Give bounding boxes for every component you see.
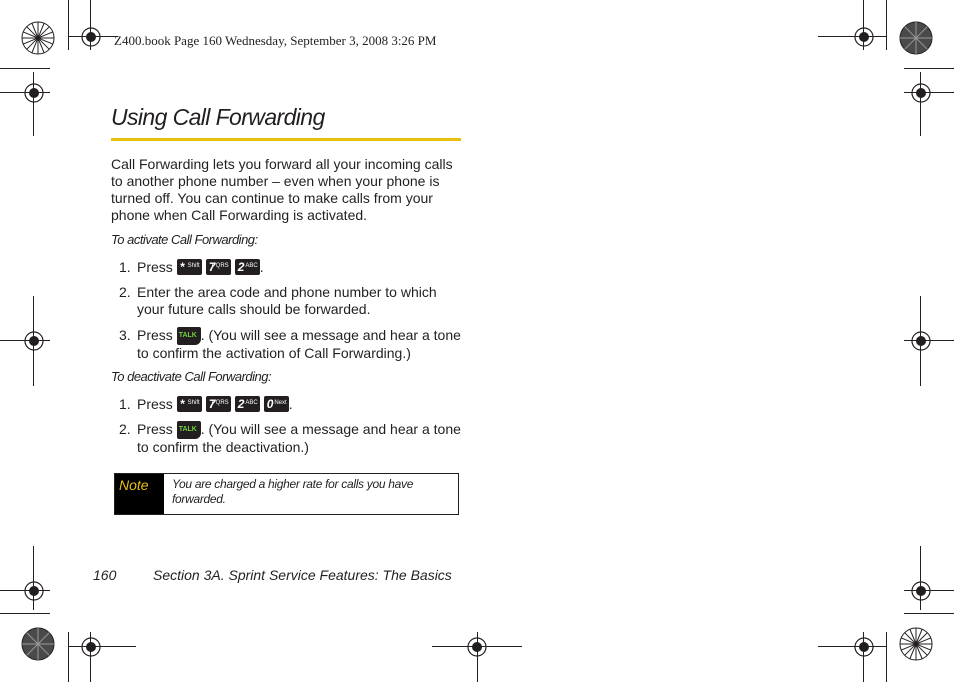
registration-mark-icon — [20, 327, 48, 355]
page-number: 160 — [93, 567, 117, 583]
step-number: 3. — [119, 327, 131, 343]
key-main: TALK — [178, 332, 197, 339]
key-main: 2 — [237, 397, 245, 411]
two-key-icon — [235, 396, 260, 412]
star-shift-key-icon — [177, 259, 202, 275]
step-post: . (You will see a message and hear a tone to confirm the activation of Call Forwarding.) — [137, 327, 461, 361]
crop-mark — [886, 0, 887, 50]
crop-mark — [68, 0, 69, 50]
step-text — [137, 327, 467, 362]
key-main: 2 — [237, 260, 245, 274]
key-main: * — [179, 260, 185, 274]
key-sub: ABC — [245, 400, 258, 406]
seven-key-icon — [206, 396, 231, 412]
step-pre: Press — [137, 259, 173, 275]
note-box — [114, 473, 459, 515]
crop-mark — [0, 613, 50, 614]
key-sub: ABC — [245, 263, 258, 269]
title-underline — [111, 138, 461, 141]
registration-mark-icon — [907, 577, 935, 605]
step-post: . — [288, 396, 293, 412]
registration-mark-icon — [77, 633, 105, 661]
page-title: Using Call Forwarding — [111, 104, 325, 130]
step-text: Enter the area code and phone number to which your future calls should be forwarded. — [137, 284, 437, 317]
talk-key-icon — [177, 327, 201, 345]
seven-key-icon — [206, 259, 231, 275]
star-target-icon — [21, 21, 55, 55]
key-sub: Shift — [187, 263, 200, 269]
registration-mark-icon — [850, 23, 878, 51]
crop-mark — [904, 613, 954, 614]
crop-mark — [886, 632, 887, 682]
registration-mark-icon — [907, 79, 935, 107]
gray-target-icon — [899, 21, 933, 55]
step-text — [137, 421, 467, 456]
key-sub: PQRS — [211, 263, 229, 269]
step-text — [137, 396, 467, 413]
step-number: 2. — [119, 284, 131, 300]
registration-mark-icon — [77, 23, 105, 51]
note-label: Note — [115, 474, 164, 514]
registration-mark-icon — [907, 327, 935, 355]
step-text — [137, 259, 467, 276]
key-sub: Next — [274, 400, 287, 406]
two-key-icon — [235, 259, 260, 275]
key-main: 7 — [208, 260, 216, 274]
deactivate-heading: To deactivate Call Forwarding: — [111, 369, 272, 384]
step-post: . (You will see a message and hear a tone to confirm the deactivation.) — [137, 421, 461, 455]
note-text: You are charged a higher rate for calls you have forwarded. — [172, 477, 414, 506]
step-pre: Press — [137, 327, 173, 343]
key-sub: Shift — [187, 400, 200, 406]
registration-mark-icon — [20, 79, 48, 107]
print-slug: Z400.book Page 160 Wednesday, September 3, 2008 3:26 PM — [114, 33, 437, 48]
activate-heading: To activate Call Forwarding: — [111, 232, 258, 247]
step-post: . — [259, 259, 264, 275]
registration-mark-icon — [20, 577, 48, 605]
crop-mark — [0, 68, 50, 69]
step-number: 1. — [119, 259, 131, 275]
gray-target-icon — [21, 627, 55, 661]
step-pre: Press — [137, 421, 173, 437]
crop-mark — [904, 68, 954, 69]
key-main: TALK — [178, 426, 197, 433]
registration-mark-icon — [850, 633, 878, 661]
section-title: Section 3A. Sprint Service Features: The Basics — [153, 567, 452, 583]
key-main: 0 — [266, 397, 274, 411]
step-number: 2. — [119, 421, 131, 437]
step-pre: Press — [137, 396, 173, 412]
zero-next-key-icon — [264, 396, 289, 412]
step-number: 1. — [119, 396, 131, 412]
star-shift-key-icon — [177, 396, 202, 412]
crop-mark — [68, 632, 69, 682]
key-main: 7 — [208, 397, 216, 411]
registration-mark-icon — [463, 633, 491, 661]
key-sub: PQRS — [211, 400, 229, 406]
star-target-icon — [899, 627, 933, 661]
talk-key-icon — [177, 421, 201, 439]
intro-paragraph: Call Forwarding lets you forward all your incoming calls to another phone number – even when your phone is turned off. You can continue to make calls from your phone when Call Forwarding is activated. — [111, 156, 453, 223]
key-main: * — [179, 397, 185, 411]
